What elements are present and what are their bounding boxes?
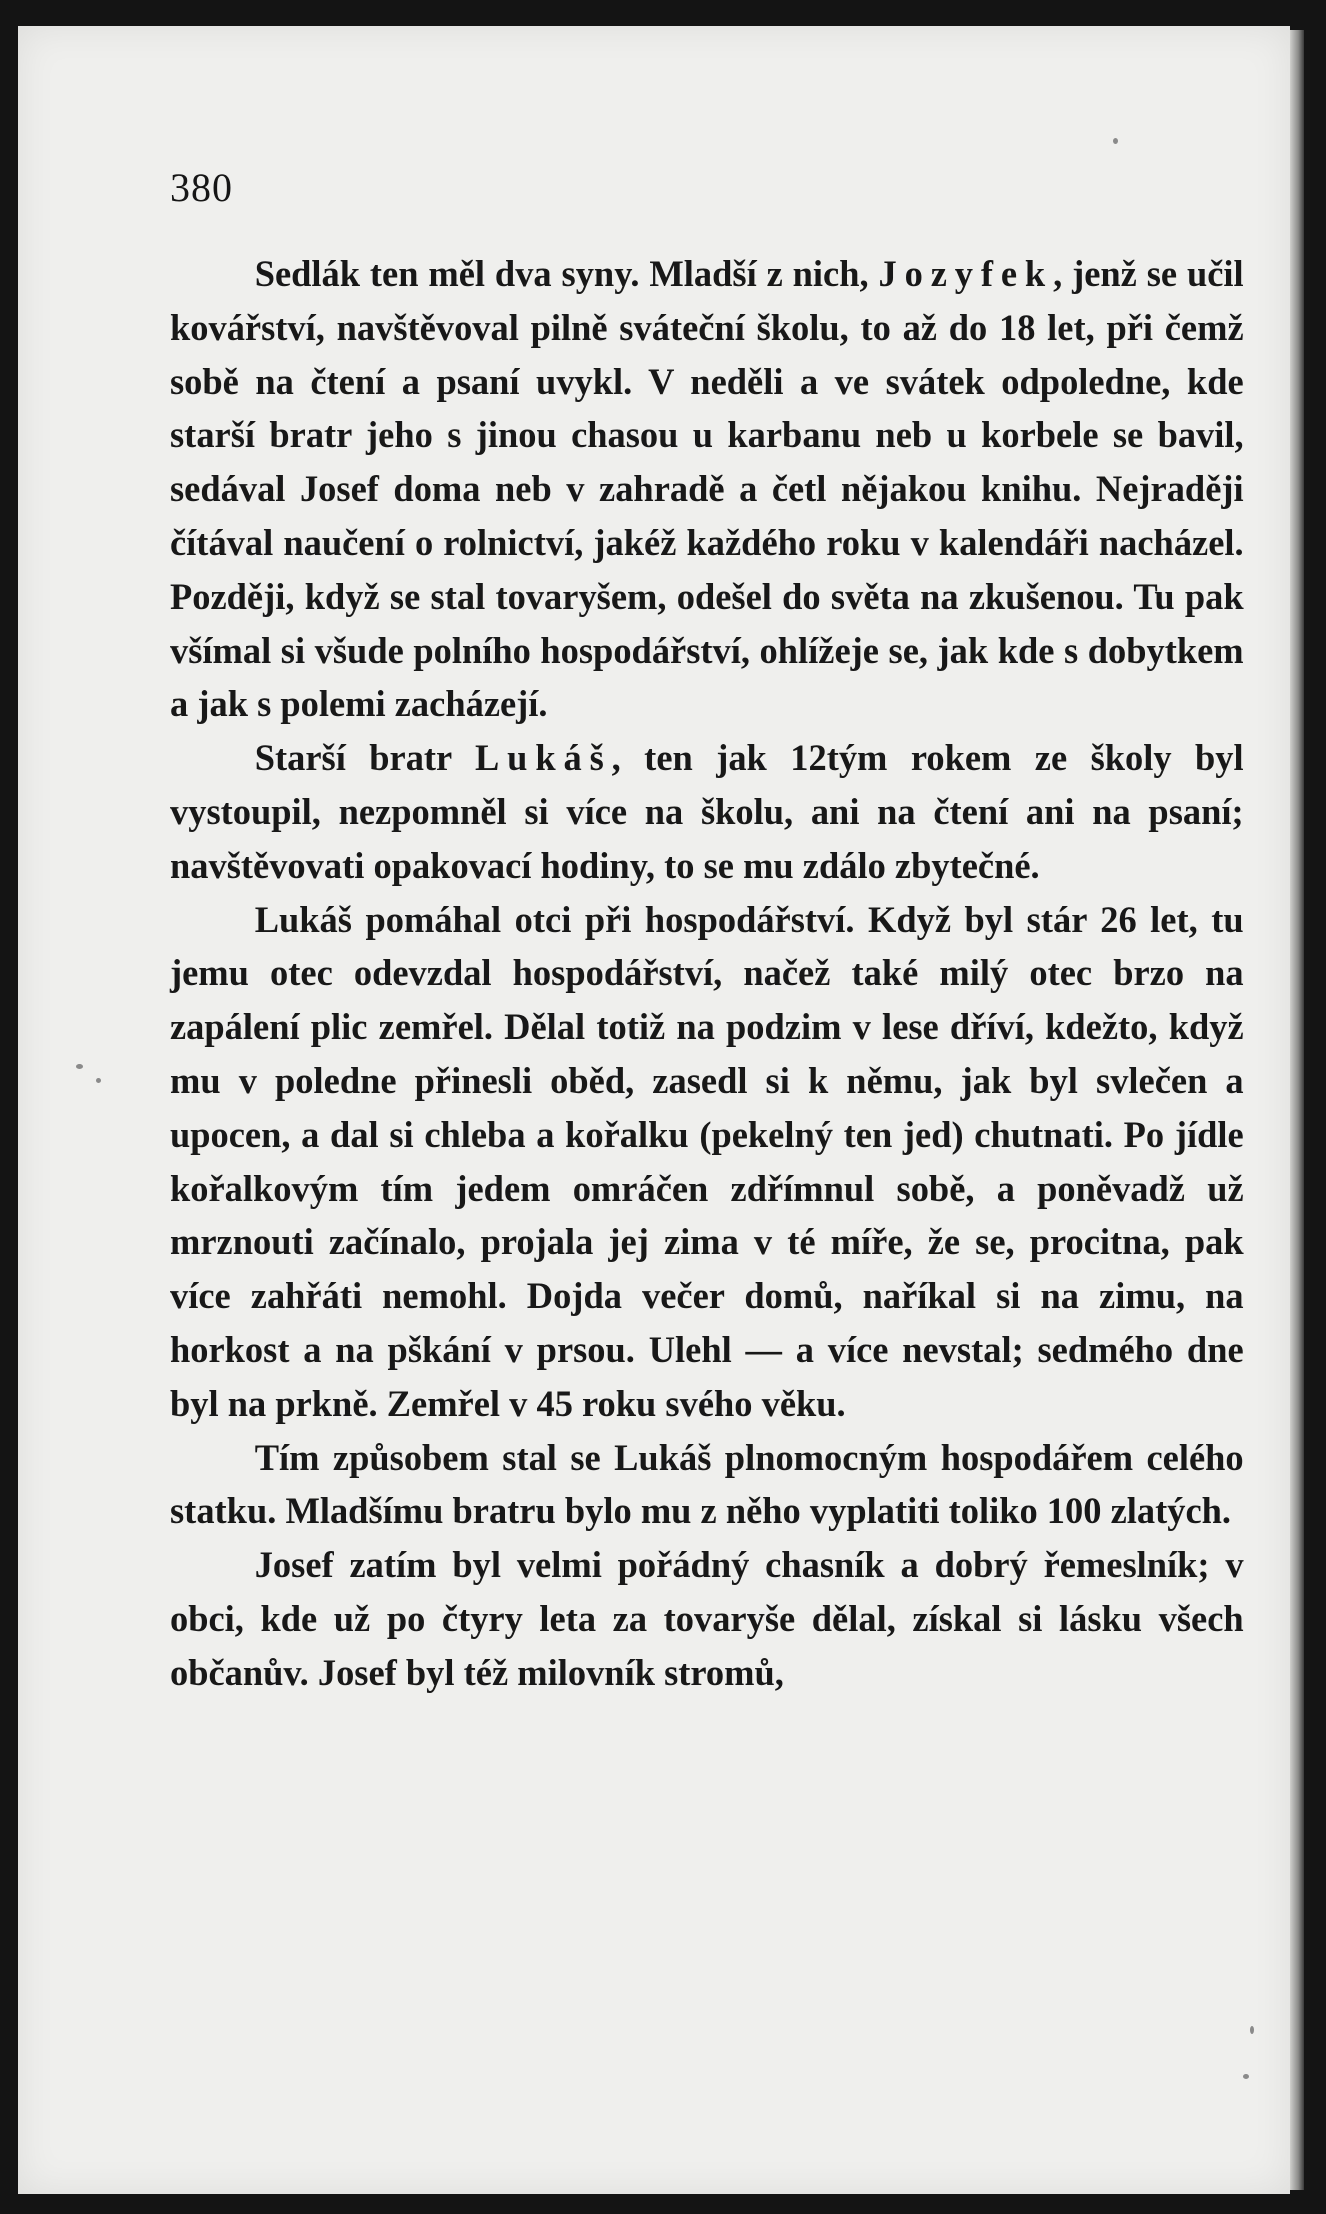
body-text [170, 248, 1244, 1701]
paragraph-1 [170, 248, 1244, 732]
name-jozyfek: Jozyfek [878, 254, 1054, 295]
scan-speck [76, 1064, 83, 1069]
name-lukas: Lukáš [474, 738, 612, 780]
scan-speck [1250, 2026, 1254, 2034]
page-edge-shadow [1290, 30, 1304, 2190]
scan-speck [1113, 138, 1118, 144]
paragraph-2-text-end: , ten jak 12tým rokem ze školy byl vystoupil, nezpomněl si více na školu, ani na čtení ani na psaní; navštěvovati opakovací hodiny, to se mu zdálo zbytečné. [170, 738, 1244, 887]
paragraph-1-text-end: , jenž se učil kovářství, navštěvoval pilně sváteční školu, to až do 18 let, při čemž sobě na čtení a psaní uvykl. V neděli a ve svátek odpoledne, kde starší bratr jeho s jinou chasou u karbanu neb u korbele se bavil, sedával Josef doma neb v zahradě a četl nějakou knihu. Nejraději čítával naučení o rolnictví, jakéž každého roku v kalendáři nacházel. Později, když se stal tovaryšem, odešel do světa na zkušenou. Tu pak všímal si všude polního hospodářství, ohlížeje se, jak kde s dobytkem a jak s polemi zacházejí. [170, 254, 1244, 726]
paragraph-2-text-start: Starší bratr [254, 738, 475, 780]
book-page [18, 26, 1290, 2194]
paragraph-5: Josef zatím byl velmi pořádný chasník a dobrý řemeslník; v obci, kde už po čtyry leta za tovaryše dělal, získal si lásku všech občanův. Josef byl též milovník stromů, [170, 1545, 1244, 1694]
paragraph-3: Lukáš pomáhal otci při hospodářství. Když byl stár 26 let, tu jemu otec odevzdal hospodářství, načež také milý otec brzo na zapálení plic zemřel. Dělal totiž na podzim v lese dříví, kdežto, když mu v poledne přinesli oběd, zasedl si k němu, jak byl svlečen a upocen, a dal si chleba a kořalku (pekelný ten jed) chutnati. Po jídle kořalkovým tím jedem omráčen zdřímnul sobě, a poněvadž už mrznouti začínalo, projala jej zima v té míře, že se, procitna, pak více zahřáti nemohl. Dojda večer domů, naříkal si na zimu, na horkost a na pškání v prsou. Ulehl — a více nevstal; sedmého dne byl na prkně. Zemřel v 45 roku svého věku. [170, 899, 1244, 1425]
paragraph-4: Tím způsobem stal se Lukáš plnomocným hospodářem celého statku. Mladšímu bratru bylo mu z něho vyplatiti toliko 100 zlatých. [170, 1437, 1244, 1533]
scan-speck [1243, 2074, 1249, 2079]
scan-speck [96, 1078, 101, 1083]
page-number: 380 [170, 165, 233, 210]
paragraph-2 [170, 732, 1244, 893]
paragraph-1-text-start: Sedlák ten měl dva syny. Mladší z nich, [254, 254, 879, 295]
